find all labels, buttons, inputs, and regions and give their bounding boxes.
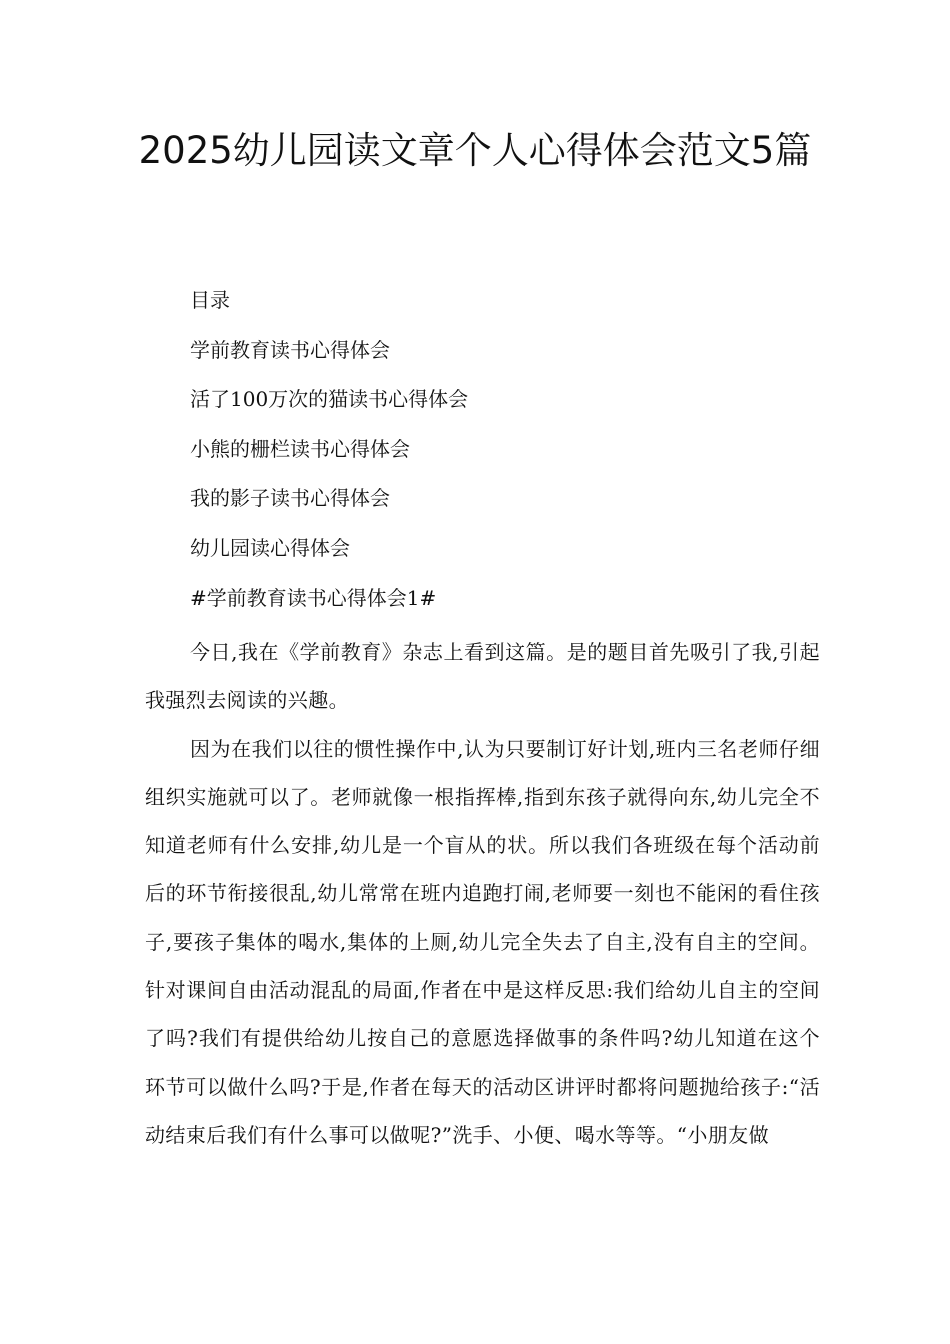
paragraph: 今日,我在《学前教育》杂志上看到这篇。是的题目首先吸引了我,引起我强烈去阅读的兴趣。 [145,640,820,713]
table-of-contents [190,282,468,629]
toc-heading: 目录 [190,288,230,312]
body-text [145,628,820,1159]
document-title: 2025幼儿园读文章个人心得体会范文5篇 [138,129,812,172]
toc-item: 幼儿园读心得体会 [190,535,350,560]
toc-item: 学前教育读书心得体会 [190,337,390,362]
paragraph: 因为在我们以往的惯性操作中,认为只要制订好计划,班内三名老师仔细组织实施就可以了。老师就像一根指挥棒,指到东孩子就得向东,幼儿完全不知道老师有什么安排,幼儿是一个盲从的状。所以我们各班级在每个活动前后的环节衔接很乱,幼儿常常在班内追跑打闹,老师要一刻也不能闲的看住孩子,要孩子集体的喝水,集体的上厕,幼儿完全失去了自主,没有自主的空间。针对课间自由活动混乱的局面,作者在中是这样反思:我们给幼儿自主的空间了吗?我们有提供给幼儿按自己的意愿选择做事的条件吗?幼儿知道在这个环节可以做什么吗?于是,作者在每天的活动区讲评时都将问题抛给孩子:“活动结束后我们有什么事可以做呢?”洗手、小便、喝水等等。“小朋友做 [145,736,820,1147]
toc-item: 活了100万次的猫读书心得体会 [190,387,469,412]
section-heading: #学前教育读书心得体会1# [190,585,437,610]
toc-item: 小熊的栅栏读书心得体会 [190,436,410,461]
toc-item: 我的影子读书心得体会 [190,486,390,511]
